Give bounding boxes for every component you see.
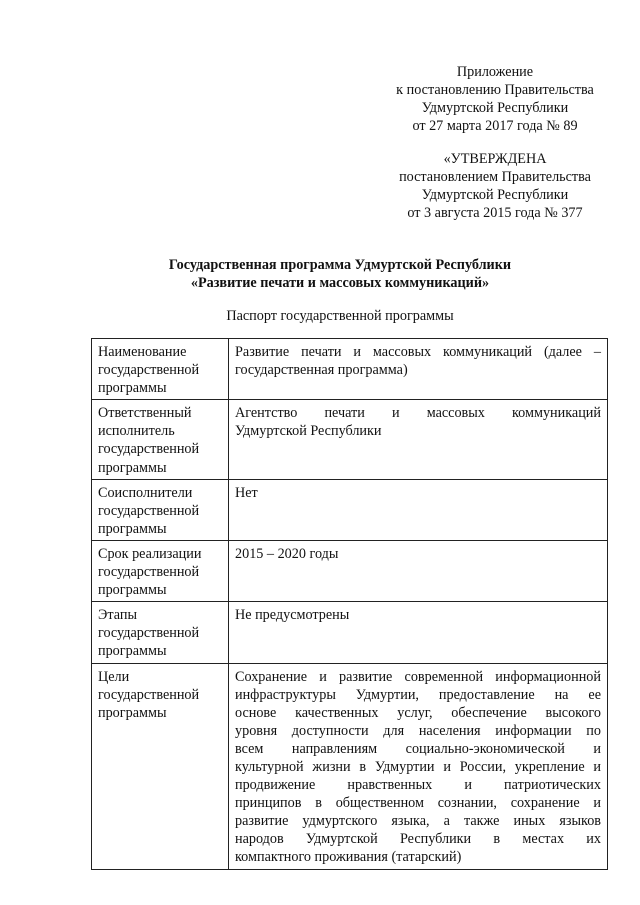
row-label-line: исполнитель <box>98 423 175 440</box>
row-value-cell <box>229 479 608 540</box>
approval-line: постановлением Правительства <box>399 169 591 185</box>
row-value-cell <box>229 602 608 663</box>
row-label-line: программы <box>98 380 167 397</box>
table-row <box>92 602 608 663</box>
row-label-line: Ответственный <box>98 405 192 422</box>
row-label-line: Наименование <box>98 344 187 360</box>
row-label-line: Срок реализации <box>98 545 202 562</box>
row-label-line: программы <box>98 582 167 599</box>
approval-line: Удмуртской Республики <box>421 187 569 203</box>
row-value-line: компактного проживания (татарский) <box>235 849 462 866</box>
row-value-line: Агентство печати и массовых коммуникаций <box>235 405 601 422</box>
title-line: Государственная программа Удмуртской Республики <box>168 257 512 273</box>
row-value-line: всем направлениям социально-экономической и <box>235 740 601 757</box>
row-label-line: государственной <box>98 686 200 703</box>
table-row <box>92 663 608 869</box>
row-value-line: развитие удмуртского языка, а также иных языков <box>235 813 601 830</box>
row-label-cell <box>92 602 229 663</box>
appendix-line: Удмуртской Республики <box>421 100 569 116</box>
row-value-line: Сохранение и развитие современной информационной <box>235 668 601 685</box>
row-value-cell <box>229 663 608 869</box>
row-label-line: государственной <box>98 625 200 642</box>
row-value-line: государственная программа) <box>235 362 408 379</box>
row-label-line: государственной <box>98 502 200 519</box>
row-label-line: программы <box>98 643 167 660</box>
row-label-line: государственной <box>98 564 200 581</box>
row-label-cell <box>92 663 229 869</box>
appendix-line: к постановлению Правительства <box>396 82 594 98</box>
row-label-line: государственной <box>98 362 200 379</box>
row-label-line: программы <box>98 459 167 476</box>
row-label-cell <box>92 400 229 479</box>
appendix-line: от 27 марта 2017 года № 89 <box>412 118 578 134</box>
row-value-line: продвижение нравственных и патриотических <box>235 777 601 794</box>
row-label-line: программы <box>98 520 167 537</box>
appendix-line: Приложение <box>456 64 534 80</box>
row-value-cell <box>229 400 608 479</box>
row-value-line: культурной жизни в Удмуртии и России, укрепление и <box>235 758 601 775</box>
approval-line: «УТВЕРЖДЕНА <box>443 151 547 167</box>
table-row <box>92 540 608 601</box>
passport-table <box>91 338 608 870</box>
row-value-line: инфраструктуры Удмуртии, предоставление на ее <box>235 686 601 703</box>
row-value-line: Не предусмотрены <box>235 607 350 624</box>
row-value-line: Нет <box>235 484 258 501</box>
row-label-line: Цели <box>98 668 130 685</box>
row-value-cell <box>229 339 608 400</box>
table-row <box>92 479 608 540</box>
row-label-line: Этапы <box>98 607 137 624</box>
approval-header <box>380 150 610 222</box>
table-row <box>92 400 608 479</box>
row-value-cell <box>229 540 608 601</box>
row-value-line: Удмуртской Республики <box>235 423 382 440</box>
document-title <box>60 256 620 292</box>
row-value-line: уровня доступности для населения информации по <box>235 722 601 739</box>
row-label-cell <box>92 339 229 400</box>
row-value-line: основе качественных услуг, обеспечение высокого <box>235 704 601 721</box>
approval-line: от 3 августа 2015 года № 377 <box>407 205 583 221</box>
row-label-cell <box>92 540 229 601</box>
row-label-line: Соисполнители <box>98 484 193 501</box>
title-line: «Развитие печати и массовых коммуникаций» <box>190 275 490 291</box>
row-value-line: принципов в общественном сознании, сохранение и <box>235 795 601 812</box>
row-value-line: Развитие печати и массовых коммуникаций (далее – <box>235 344 601 360</box>
document-subtitle: Паспорт государственной программы <box>226 308 454 324</box>
appendix-header <box>380 63 610 135</box>
row-label-cell <box>92 479 229 540</box>
row-label-line: программы <box>98 704 167 721</box>
passport-table-body <box>92 339 608 870</box>
row-label-line: государственной <box>98 441 200 458</box>
row-value-line: 2015 – 2020 годы <box>235 545 339 562</box>
row-value-line: народов Удмуртской Республики в местах их <box>235 831 601 848</box>
table-row <box>92 339 608 400</box>
